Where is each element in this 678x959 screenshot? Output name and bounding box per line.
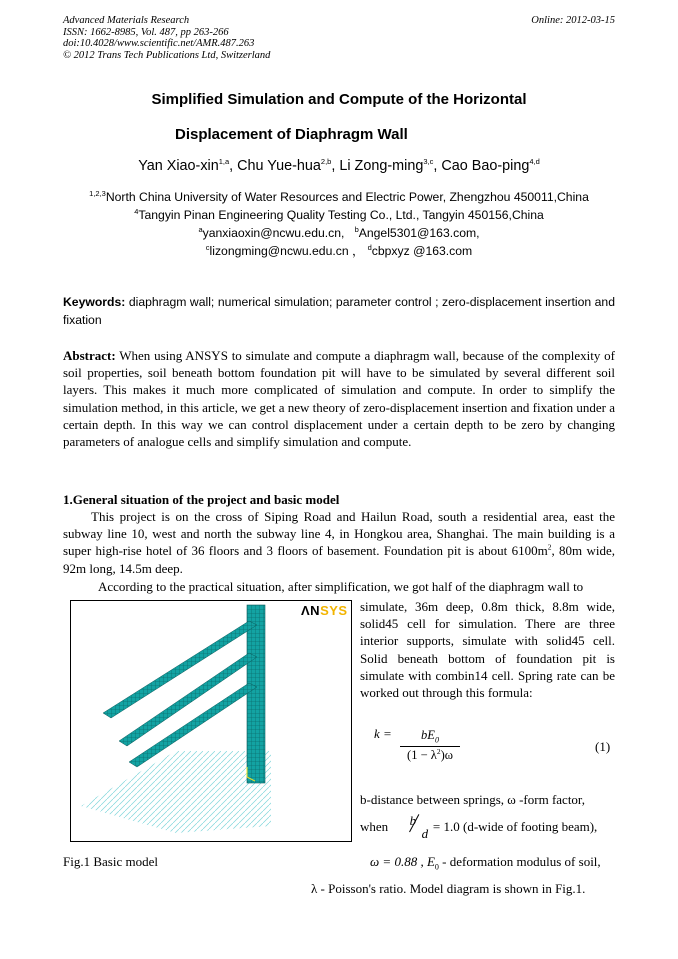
diaphragm-wall (247, 605, 265, 783)
keywords-text: diaphragm wall; numerical simulation; parameter control ; zero-displacement insertion and fixation (63, 295, 615, 327)
after-equation-rest: = 1.0 (d-wide of footing beam), (432, 819, 598, 834)
email-sup: d (367, 242, 372, 252)
email-line-1 (0, 224, 678, 242)
modulus-text: - deformation modulus of soil, (438, 854, 601, 869)
fraction-den: d (421, 826, 429, 842)
section-paragraph-2-rest: simulate, 36m deep, 0.8m thick, 8.8m wide, solid45 cell for simulation. There are three interior supports, simulate with solid45 cell. Solid beneath bottom of foundation pit is simulate with combin14 cell. Spring rate can be worked out through this formula: (360, 599, 615, 701)
online-date: Online: 2012-03-15 (531, 15, 615, 26)
ansys-logo-part: SYS (320, 603, 348, 618)
author-sup: 4,d (529, 157, 540, 167)
equation-lhs: k = (374, 726, 392, 741)
author-name: Cao Bao-ping (441, 158, 530, 174)
equation-numerator (400, 728, 460, 746)
ansys-model-diagram (71, 601, 351, 841)
author-separator: , (229, 158, 238, 174)
email-sup: a (198, 224, 203, 234)
email-line-2 (0, 242, 678, 260)
paragraph-sup: 2 (547, 543, 552, 553)
denominator-tail: )ω (440, 747, 453, 762)
equation-fraction (400, 728, 460, 763)
numerator-sub: 0 (434, 735, 439, 745)
email-a: yanxiaoxin@ncwu.edu.cn, (202, 226, 345, 240)
email-sup: b (354, 224, 359, 234)
after-equation-line3 (370, 853, 601, 876)
paragraph-text: , 80m wide, 92m long, 14.5m deep. (63, 543, 615, 576)
journal-header (63, 15, 393, 61)
author-sup: 2,b (320, 157, 332, 167)
journal-name: Advanced Materials Research (63, 15, 190, 26)
issn-line: ISSN: 1662-8985, Vol. 487, pp 263-266 (63, 26, 229, 38)
email-sup: c (205, 242, 210, 252)
paragraph-text: This project is on the cross of Siping Road and Hailun Road, south a residential area, east the subway line 10, west and north the subway line 4, in Hongkou area, Shanghai. The main building is a super high-rise hotel of 36 floors and 3 floors of basement. Foundation pit is about 6100m (63, 509, 615, 559)
author-name: Chu Yue-hua (237, 158, 321, 174)
affiliations (0, 188, 678, 260)
after-equation-line1: b-distance between springs, ω -form factor, (360, 792, 585, 807)
keywords-label: Keywords: (63, 295, 126, 309)
basic-model-figure (70, 600, 352, 842)
abstract-text: When using ANSYS to simulate and compute a diaphragm wall, because of the complexity of soil properties, soil beneath bottom foundation pit will have to be simulated by several different soil layers. This makes it much more complicated of simulation and compute. In order to simplify the simulation method, in this article, we get a new theory of zero-displacement insertion and fixation under a certain depth. In this way we can control displacement under a certain depth to be zero by changing parameters of analogue cells and simplify simulation and compute. (63, 348, 615, 450)
fraction-num: b (409, 813, 417, 829)
paper-title-line2: Displacement of Diaphragm Wall (175, 126, 408, 143)
after-equation-line4: λ - Poisson's ratio. Model diagram is shown in Fig.1. (311, 881, 586, 896)
author-name: Li Zong-ming (339, 158, 424, 174)
numerator-text: bE (421, 728, 435, 742)
email-b: Angel5301@163.com, (358, 226, 480, 240)
section-paragraph-1 (63, 508, 615, 577)
spring-region (81, 751, 271, 833)
b-over-d-fraction (408, 813, 430, 842)
copyright-line: © 2012 Trans Tech Publications Ltd, Switzerland (63, 49, 271, 61)
ansys-logo (301, 603, 348, 618)
affiliation-text: North China University of Water Resources and Electric Power, Zhengzhou 450011,China (105, 190, 589, 204)
author-separator: , (331, 158, 340, 174)
doi-line: doi:10.4028/www.scientific.net/AMR.487.263 (63, 38, 255, 49)
author-sup: 1,a (218, 157, 230, 167)
after-equation-line2 (360, 813, 615, 842)
author-name: Yan Xiao-xin (138, 158, 219, 174)
when-text: when (360, 819, 389, 834)
denominator-sup: 2 (436, 746, 441, 756)
section-paragraph-2-line1: According to the practical situation, after simplification, we got half of the diaphragm wall to (98, 579, 584, 594)
affiliation-text: Tangyin Pinan Engineering Quality Testing Co., Ltd., Tangyin 450156,China (138, 208, 544, 222)
ansys-logo-part: ΛN (301, 603, 321, 618)
affiliation-2 (0, 206, 678, 224)
affiliation-sup: 4 (134, 206, 139, 216)
author-list (0, 158, 678, 174)
author-separator: , (433, 158, 442, 174)
equation-denominator (400, 747, 460, 763)
keywords (63, 294, 615, 329)
figure-caption: Fig.1 Basic model (63, 854, 158, 869)
omega-text: ω = 0.88 , E (370, 854, 435, 869)
abstract-label: Abstract: (63, 348, 116, 363)
e-sub: 0 (434, 862, 439, 872)
section-heading: 1.General situation of the project and basic model (63, 492, 340, 507)
affiliation-1 (0, 188, 678, 206)
equation-number: (1) (595, 739, 611, 754)
denominator-text: (1 − λ (407, 747, 437, 762)
author-sup: 3,c (423, 157, 434, 167)
email-c: lizongming@ncwu.edu.cn ， (209, 244, 365, 258)
paper-title-line1: Simplified Simulation and Compute of the Horizontal (151, 91, 527, 108)
email-d: cbpxyz @163.com (371, 244, 473, 258)
abstract (63, 347, 615, 450)
affiliation-sup: 1,2,3 (89, 188, 106, 198)
